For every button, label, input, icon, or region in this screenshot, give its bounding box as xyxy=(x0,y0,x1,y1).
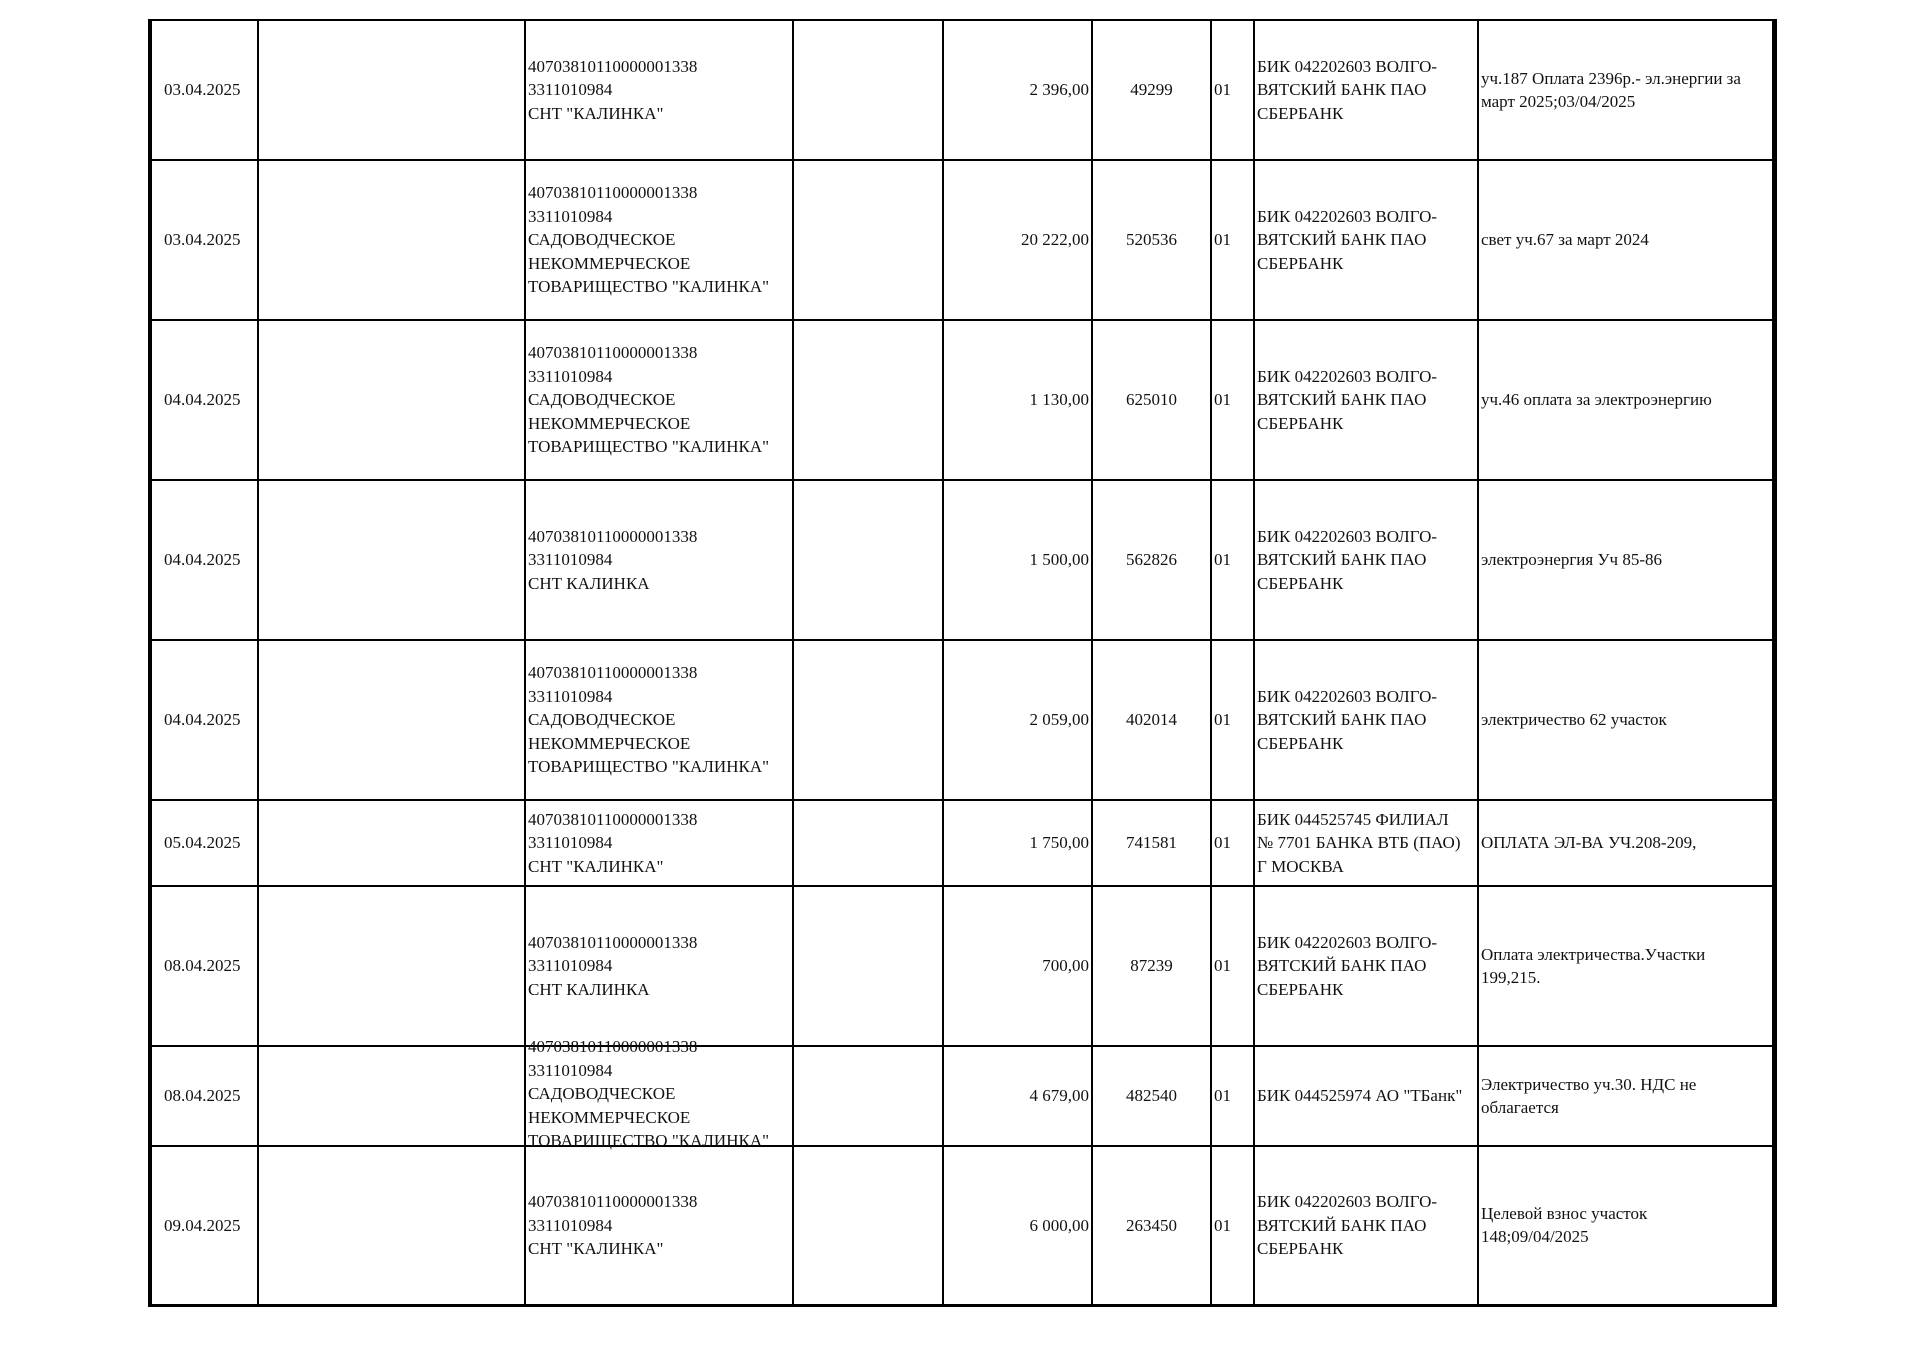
date-cell: 03.04.2025 xyxy=(150,20,258,160)
purpose-cell xyxy=(1478,480,1774,640)
operation-type-cell: 01 xyxy=(1211,1146,1254,1305)
date-cell: 03.04.2025 xyxy=(150,160,258,320)
payer-cell xyxy=(258,320,525,480)
bank-line: БИК 042202603 ВОЛГО- xyxy=(1257,686,1438,706)
purpose-cell xyxy=(1478,640,1774,800)
table-row xyxy=(150,640,1774,800)
operation-type-cell: 01 xyxy=(1211,160,1254,320)
purpose-line: Целевой взнос участок xyxy=(1481,1203,1648,1223)
amount-cell: 700,00 xyxy=(943,886,1092,1046)
account-cell xyxy=(525,640,793,800)
account-line: 40703810110000001338 xyxy=(528,343,698,363)
purpose-cell xyxy=(1478,886,1774,1046)
empty-cell xyxy=(793,800,943,886)
date-cell: 08.04.2025 xyxy=(150,886,258,1046)
bank-line: СБЕРБАНК xyxy=(1257,733,1344,753)
operation-type-cell: 01 xyxy=(1211,320,1254,480)
account-line: 3311010984 xyxy=(528,550,613,570)
bank-line: БИК 044525974 АО "ТБанк" xyxy=(1257,1086,1463,1106)
operation-type-cell: 01 xyxy=(1211,640,1254,800)
bank-line: БИК 042202603 ВОЛГО- xyxy=(1257,526,1438,546)
bank-line: ВЯТСКИЙ БАНК ПАО xyxy=(1257,956,1427,976)
payer-cell xyxy=(258,480,525,640)
purpose-line: уч.187 Оплата 2396р.- эл.энергии за xyxy=(1481,68,1741,88)
bank-line: ВЯТСКИЙ БАНК ПАО xyxy=(1257,1215,1427,1235)
document-number-cell: 741581 xyxy=(1092,800,1211,886)
bank-cell xyxy=(1254,800,1478,886)
date-cell: 04.04.2025 xyxy=(150,320,258,480)
bank-line: СБЕРБАНК xyxy=(1257,979,1344,999)
amount-cell: 1 130,00 xyxy=(943,320,1092,480)
empty-cell xyxy=(793,480,943,640)
account-line: 40703810110000001338 xyxy=(528,809,698,829)
bank-line: БИК 044525745 ФИЛИАЛ xyxy=(1257,809,1449,829)
purpose-line: Электричество уч.30. НДС не xyxy=(1481,1074,1697,1094)
account-line: НЕКОММЕРЧЕСКОЕ xyxy=(528,253,691,273)
document-number-cell: 87239 xyxy=(1092,886,1211,1046)
account-line: САДОВОДЧЕСКОЕ xyxy=(528,390,676,410)
document-number-cell: 49299 xyxy=(1092,20,1211,160)
amount-cell: 6 000,00 xyxy=(943,1146,1092,1305)
bank-line: ВЯТСКИЙ БАНК ПАО xyxy=(1257,80,1427,100)
account-line: СНТ "КАЛИНКА" xyxy=(528,1239,664,1258)
amount-cell: 4 679,00 xyxy=(943,1046,1092,1146)
bank-line: СБЕРБАНК xyxy=(1257,413,1344,433)
purpose-line: Оплата электричества.Участки xyxy=(1481,944,1706,964)
account-line: 3311010984 xyxy=(528,833,613,853)
purpose-line: электричество 62 участок xyxy=(1481,710,1667,730)
bank-line: БИК 042202603 ВОЛГО- xyxy=(1257,366,1438,386)
account-cell xyxy=(525,1146,793,1305)
bank-line: БИК 042202603 ВОЛГО- xyxy=(1257,56,1438,76)
account-line: 40703810110000001338 xyxy=(528,56,698,76)
empty-cell xyxy=(793,320,943,480)
amount-cell: 1 750,00 xyxy=(943,800,1092,886)
empty-cell xyxy=(793,20,943,160)
account-line: НЕКОММЕРЧЕСКОЕ xyxy=(528,413,691,433)
account-cell xyxy=(525,886,793,1046)
account-line: 40703810110000001338 xyxy=(528,1192,698,1211)
bank-line: СБЕРБАНК xyxy=(1257,573,1344,593)
bank-line: ВЯТСКИЙ БАНК ПАО xyxy=(1257,550,1427,570)
bank-line: БИК 042202603 ВОЛГО- xyxy=(1257,1192,1438,1211)
purpose-cell xyxy=(1478,1146,1774,1305)
purpose-cell xyxy=(1478,160,1774,320)
account-cell xyxy=(525,320,793,480)
bank-line: БИК 042202603 ВОЛГО- xyxy=(1257,206,1438,226)
bank-line: Г МОСКВА xyxy=(1257,856,1344,876)
bank-cell xyxy=(1254,1046,1478,1146)
account-cell xyxy=(525,480,793,640)
date-cell: 05.04.2025 xyxy=(150,800,258,886)
bank-line: СБЕРБАНК xyxy=(1257,103,1344,123)
table-row xyxy=(150,886,1774,1046)
date-cell: 04.04.2025 xyxy=(150,640,258,800)
payer-cell xyxy=(258,20,525,160)
account-cell xyxy=(525,160,793,320)
bank-line: СБЕРБАНК xyxy=(1257,1239,1344,1258)
purpose-line: электроэнергия Уч 85-86 xyxy=(1481,550,1662,570)
account-cell xyxy=(525,1037,793,1150)
account-line: 40703810110000001338 xyxy=(528,932,698,952)
bank-cell xyxy=(1254,320,1478,480)
account-line: ТОВАРИЩЕСТВО "КАЛИНКА" xyxy=(528,437,770,457)
account-line: НЕКОММЕРЧЕСКОЕ xyxy=(528,1107,691,1127)
payer-cell xyxy=(258,800,525,886)
empty-cell xyxy=(793,1146,943,1305)
account-line: ТОВАРИЩЕСТВО "КАЛИНКА" xyxy=(528,1131,770,1150)
operation-type-cell: 01 xyxy=(1211,886,1254,1046)
payer-cell xyxy=(258,160,525,320)
amount-cell: 1 500,00 xyxy=(943,480,1092,640)
document-number-cell: 482540 xyxy=(1092,1046,1211,1146)
table-row xyxy=(150,20,1774,160)
account-line: 40703810110000001338 xyxy=(528,663,698,683)
purpose-line: свет уч.67 за март 2024 xyxy=(1481,230,1649,250)
account-line: 40703810110000001338 xyxy=(528,526,698,546)
purpose-line: облагается xyxy=(1481,1098,1559,1117)
account-cell xyxy=(525,20,793,160)
bank-line: БИК 042202603 ВОЛГО- xyxy=(1257,932,1438,952)
account-line: ТОВАРИЩЕСТВО "КАЛИНКА" xyxy=(528,757,770,777)
document-number-cell: 520536 xyxy=(1092,160,1211,320)
account-line: 3311010984 xyxy=(528,80,613,100)
purpose-line: март 2025;03/04/2025 xyxy=(1481,92,1636,111)
account-line: САДОВОДЧЕСКОЕ xyxy=(528,230,676,250)
account-line: САДОВОДЧЕСКОЕ xyxy=(528,1084,676,1103)
payer-cell xyxy=(258,1146,525,1305)
account-line: СНТ КАЛИНКА xyxy=(528,979,650,999)
account-line: НЕКОММЕРЧЕСКОЕ xyxy=(528,733,691,753)
purpose-line: ОПЛАТА ЭЛ-ВА УЧ.208-209, xyxy=(1481,833,1697,853)
purpose-line: уч.46 оплата за электроэнергию xyxy=(1481,390,1712,410)
bank-line: № 7701 БАНКА ВТБ (ПАО) xyxy=(1257,833,1461,853)
account-line: СНТ "КАЛИНКА" xyxy=(528,856,664,876)
empty-cell xyxy=(793,886,943,1046)
bank-line: ВЯТСКИЙ БАНК ПАО xyxy=(1257,710,1427,730)
account-line: 40703810110000001338 xyxy=(528,1037,698,1056)
amount-cell: 2 059,00 xyxy=(943,640,1092,800)
purpose-cell xyxy=(1478,800,1774,886)
document-number-cell: 562826 xyxy=(1092,480,1211,640)
bank-cell xyxy=(1254,640,1478,800)
account-line: СНТ "КАЛИНКА" xyxy=(528,103,664,123)
account-line: ТОВАРИЩЕСТВО "КАЛИНКА" xyxy=(528,277,770,297)
document-number-cell: 625010 xyxy=(1092,320,1211,480)
date-cell: 04.04.2025 xyxy=(150,480,258,640)
purpose-cell xyxy=(1478,20,1774,160)
table-row xyxy=(150,480,1774,640)
bank-line: ВЯТСКИЙ БАНК ПАО xyxy=(1257,230,1427,250)
bank-cell xyxy=(1254,1146,1478,1305)
amount-cell: 20 222,00 xyxy=(943,160,1092,320)
empty-cell xyxy=(793,640,943,800)
bank-cell xyxy=(1254,160,1478,320)
payer-cell xyxy=(258,640,525,800)
account-line: 3311010984 xyxy=(528,686,613,706)
table-row xyxy=(150,1046,1774,1146)
purpose-cell xyxy=(1478,320,1774,480)
document-number-cell: 402014 xyxy=(1092,640,1211,800)
table-row xyxy=(150,160,1774,320)
bank-line: ВЯТСКИЙ БАНК ПАО xyxy=(1257,390,1427,410)
date-cell: 08.04.2025 xyxy=(150,1046,258,1146)
account-line: 3311010984 xyxy=(528,1215,613,1235)
account-line: САДОВОДЧЕСКОЕ xyxy=(528,710,676,730)
operation-type-cell: 01 xyxy=(1211,1046,1254,1146)
document-number-cell: 263450 xyxy=(1092,1146,1211,1305)
purpose-line: 148;09/04/2025 xyxy=(1481,1227,1589,1247)
date-cell: 09.04.2025 xyxy=(150,1146,258,1305)
payer-cell xyxy=(258,1046,525,1146)
empty-cell xyxy=(793,1046,943,1146)
account-line: 3311010984 xyxy=(528,206,613,226)
statement-table xyxy=(148,19,1777,1307)
table-body xyxy=(150,20,1774,1305)
account-line: СНТ КАЛИНКА xyxy=(528,573,650,593)
bank-cell xyxy=(1254,480,1478,640)
purpose-cell xyxy=(1478,1046,1774,1146)
table-row xyxy=(150,320,1774,480)
account-line: 3311010984 xyxy=(528,366,613,386)
table-row xyxy=(150,800,1774,886)
payer-cell xyxy=(258,886,525,1046)
account-line: 3311010984 xyxy=(528,956,613,976)
operation-type-cell: 01 xyxy=(1211,480,1254,640)
bank-line: СБЕРБАНК xyxy=(1257,253,1344,273)
account-line: 40703810110000001338 xyxy=(528,183,698,203)
bank-cell xyxy=(1254,886,1478,1046)
operation-type-cell: 01 xyxy=(1211,800,1254,886)
table-row xyxy=(150,1146,1774,1305)
bank-cell xyxy=(1254,20,1478,160)
account-line: 3311010984 xyxy=(528,1060,613,1080)
account-cell xyxy=(525,800,793,886)
operation-type-cell: 01 xyxy=(1211,20,1254,160)
empty-cell xyxy=(793,160,943,320)
amount-cell: 2 396,00 xyxy=(943,20,1092,160)
purpose-line: 199,215. xyxy=(1481,968,1541,987)
